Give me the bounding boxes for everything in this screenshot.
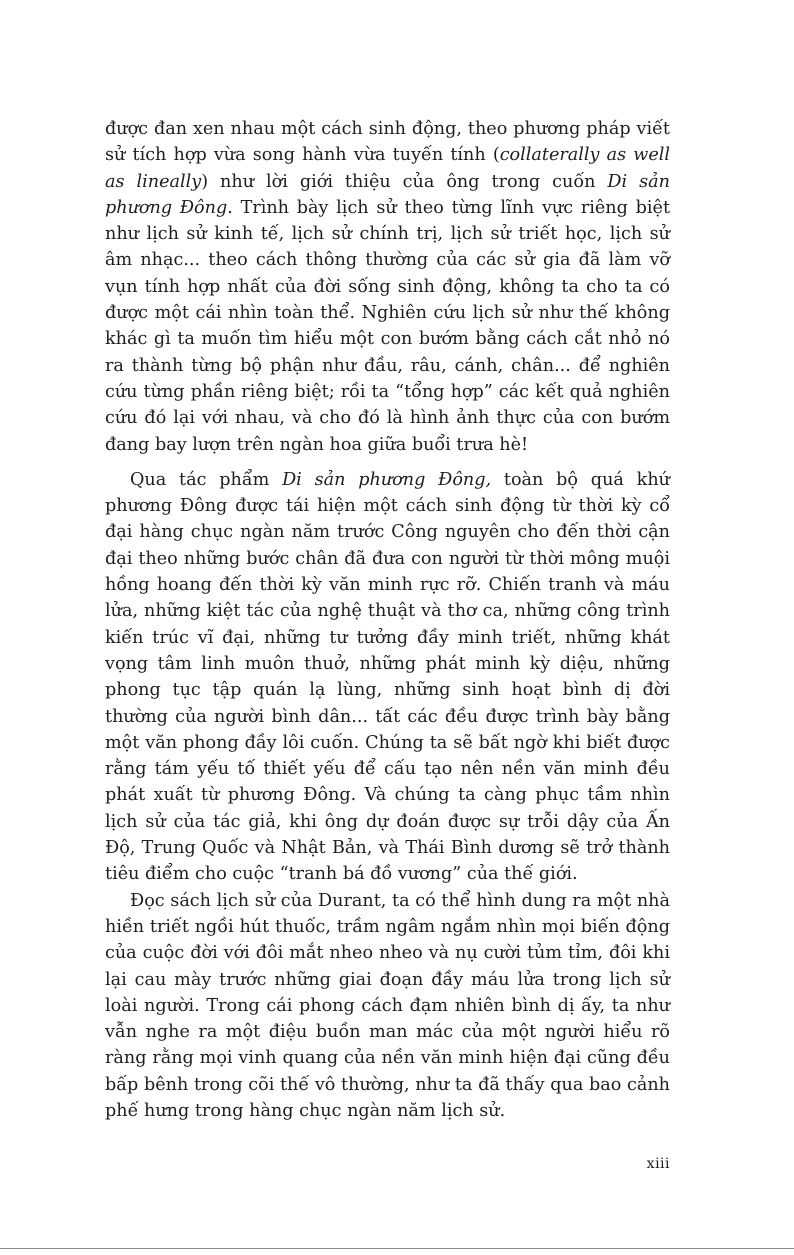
paragraph-1-italic-run: Di sản phương Đông bbox=[105, 171, 670, 218]
body-text bbox=[105, 116, 670, 1124]
paragraph-3-run: Đọc sách lịch sử của Durant, ta có thể hình dung ra một nhà hiền triết ngồi hút thuốc, trầm ngâm ngắm nhìn mọi biến động của cuộc đời với đôi mắt nheo nheo và nụ cười tủm tỉm, đôi khi lại cau mày trước những giai đoạn đầy máu lửa trong lịch sử loài người. Trong cái phong cách đạm nhiên bình dị ấy, ta như vẫn nghe ra một điệu buồn man mác của một người hiểu rõ ràng rằng mọi vinh quang của nền văn minh hiện đại cũng đều bấp bênh trong cõi thế vô thường, như ta đã thấy qua bao cảnh phế hưng trong hàng chục ngàn năm lịch sử. bbox=[105, 890, 670, 1121]
paragraph-1-run: được đan xen nhau một cách sinh động, theo phương pháp viết sử tích hợp vừa song hành vừa tuyến tính ( bbox=[105, 119, 670, 166]
page-number: xiii bbox=[646, 1156, 670, 1172]
paragraph-1-run: . Trình bày lịch sử theo từng lĩnh vực riêng biệt như lịch sử kinh tế, lịch sử chính trị, lịch sử triết học, lịch sử âm nhạc... theo cách thông thường của các sử gia đã làm vỡ vụn tính hợp nhất của đời sống sinh động, không ta cho ta có được một cái nhìn toàn thể. Nghiên cứu lịch sử như thế không khác gì ta muốn tìm hiểu một con bướm bằng cách cắt nhỏ nó ra thành từng bộ phận như đầu, râu, cánh, chân... để nghiên cứu từng phần riêng biệt; rồi ta “tổng hợp” các kết quả nghiên cứu đó lại với nhau, và cho đó là hình ảnh thực của con bướm đang bay lượn trên ngàn hoa giữa buổi trưa hè! bbox=[105, 197, 671, 455]
bottom-divider bbox=[0, 1248, 794, 1249]
paragraph-1-italic-run: collaterally as well as lineally bbox=[105, 145, 670, 192]
paragraph-2-run: toàn bộ quá khứ phương Đông được tái hiện một cách sinh động từ thời kỳ cổ đại hàng chục ngàn năm trước Công nguyên cho đến thời cận đại theo những bước chân đã đưa con người từ thời mông muội hồng hoang đến thời kỳ văn minh rực rỡ. Chiến tranh và máu lửa, những kiệt tác của nghệ thuật và thơ ca, những công trình kiến trúc vĩ đại, những tư tưởng đầy minh triết, những khát vọng tâm linh muôn thuở, những phát minh kỳ diệu, những phong tục tập quán lạ lùng, những sinh hoạt bình dị đời thường của người bình dân... tất các đều được trình bày bằng một văn phong đầy lôi cuốn. Chúng ta sẽ bất ngờ khi biết được rằng tám yếu tố thiết yếu để cấu tạo nên nền văn minh đều phát xuất từ phương Đông. Và chúng ta càng phục tầm nhìn lịch sử của tác giả, khi ông dự đoán được sự trỗi dậy của Ấn Độ, Trung Quốc và Nhật Bản, và Thái Bình dương sẽ trở thành tiêu điểm cho cuộc “tranh bá đồ vương” của thế giới. bbox=[105, 469, 670, 885]
paragraph-2-run: Qua tác phẩm bbox=[130, 469, 283, 490]
paragraph-2 bbox=[105, 467, 670, 888]
paragraph-1 bbox=[105, 116, 670, 458]
paragraph-1-run: ) như lời giới thiệu của ông trong cuốn bbox=[201, 171, 608, 192]
paragraph-3 bbox=[105, 888, 670, 1125]
paragraph-2-italic-run: Di sản phương Đông, bbox=[282, 469, 492, 490]
